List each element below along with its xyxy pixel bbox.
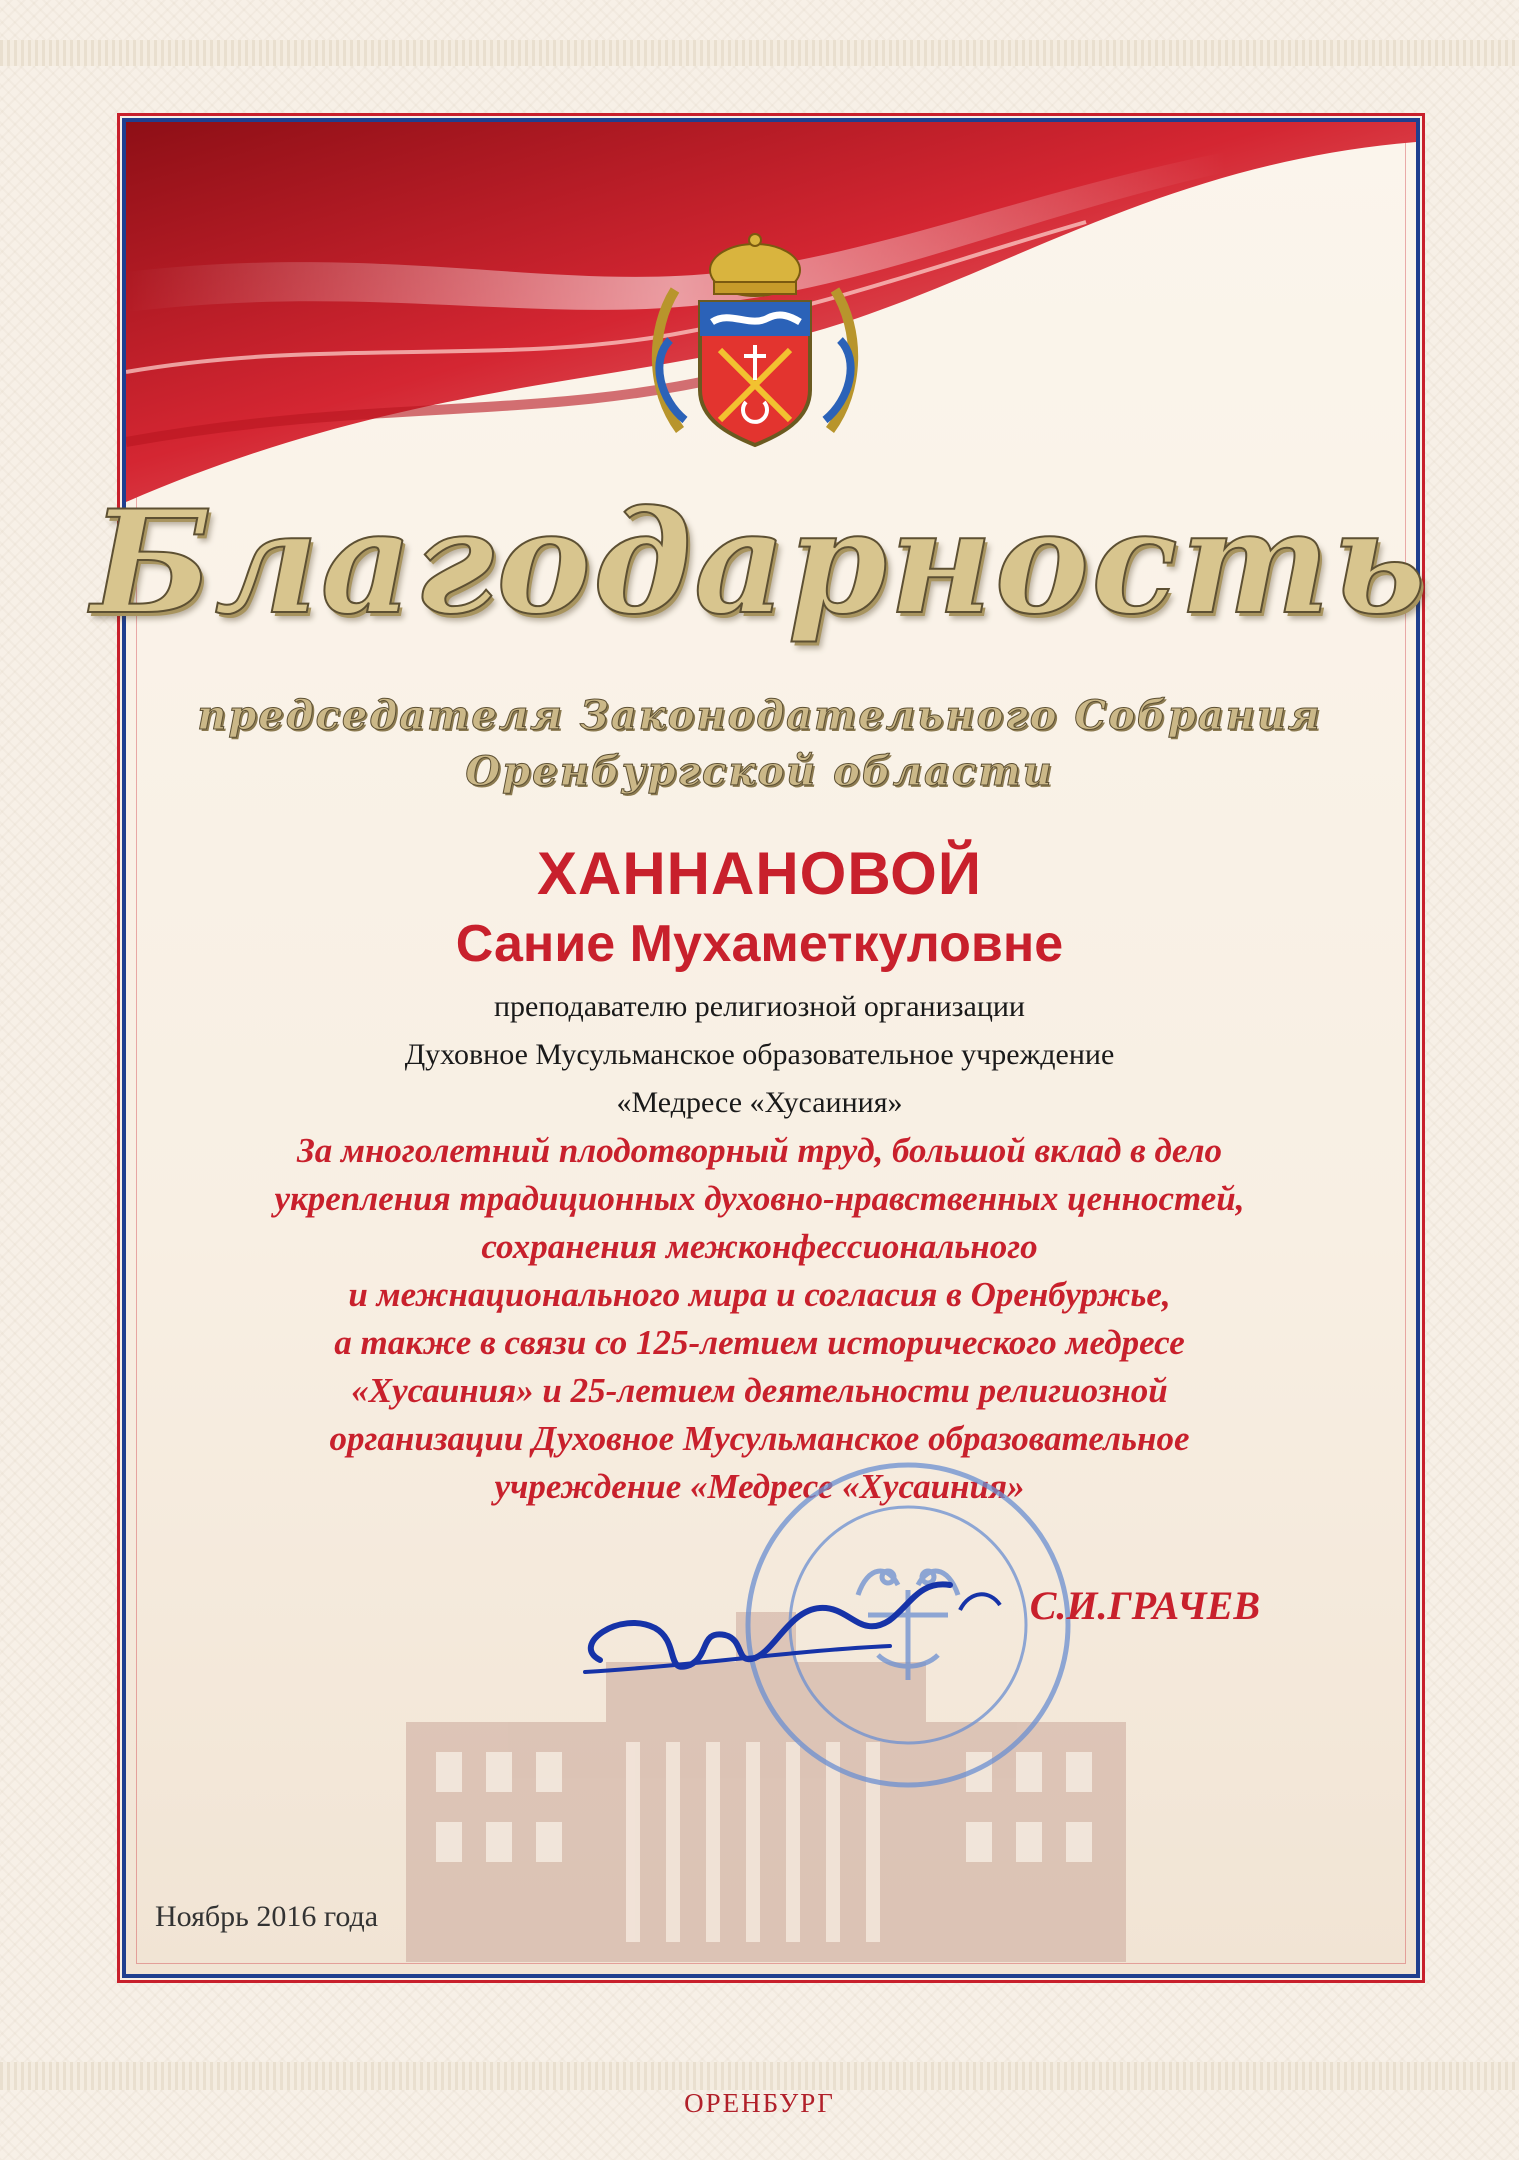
reason-line-4: и межнационального мира и согласия в Оренбуржье, — [348, 1275, 1171, 1314]
recipient-surname: ХАННАНОВОЙ — [537, 840, 982, 907]
top-ornament-band — [0, 40, 1519, 66]
shield-icon — [700, 302, 810, 445]
subtitle-line-1: председателя Законодательного Собрания — [197, 692, 1322, 739]
reason-line-2: укрепления традиционных духовно-нравственных ценностей, — [274, 1179, 1245, 1218]
orenburg-coat-of-arms — [640, 230, 870, 470]
recipient-position-line-3: «Медресе «Хусаиния» — [616, 1086, 903, 1119]
imperial-crown-icon — [710, 234, 800, 296]
subtitle-line-2: Оренбургской области — [465, 748, 1054, 795]
reason-line-7: организации Духовное Мусульманское образовательное — [329, 1419, 1190, 1458]
recipient-given-names: Сание Мухаметкуловне — [455, 915, 1064, 973]
reason-line-8: учреждение «Медресе «Хусаиния» — [494, 1467, 1025, 1506]
reason-line-5: а также в связи со 125-летием исторического медресе — [334, 1323, 1185, 1362]
recipient-position-line-2: Духовное Мусульманское образовательное учреждение — [404, 1038, 1115, 1071]
signer-name: С.И.ГРАЧЕВ — [1029, 1583, 1260, 1628]
certificate-title: Благодарность — [91, 480, 1428, 646]
bottom-ornament-band — [0, 2062, 1519, 2090]
reason-line-6: «Хусаиния» и 25-летием деятельности религиозной — [351, 1371, 1168, 1410]
issue-date: Ноябрь 2016 года — [155, 1900, 379, 1933]
reason-line-1: За многолетний плодотворный труд, большой вклад в дело — [296, 1131, 1223, 1170]
issue-city: ОРЕНБУРГ — [684, 2088, 835, 2118]
reason-line-3: сохранения межконфессионального — [481, 1227, 1038, 1266]
recipient-position-line-1: преподавателю религиозной организации — [494, 990, 1025, 1023]
